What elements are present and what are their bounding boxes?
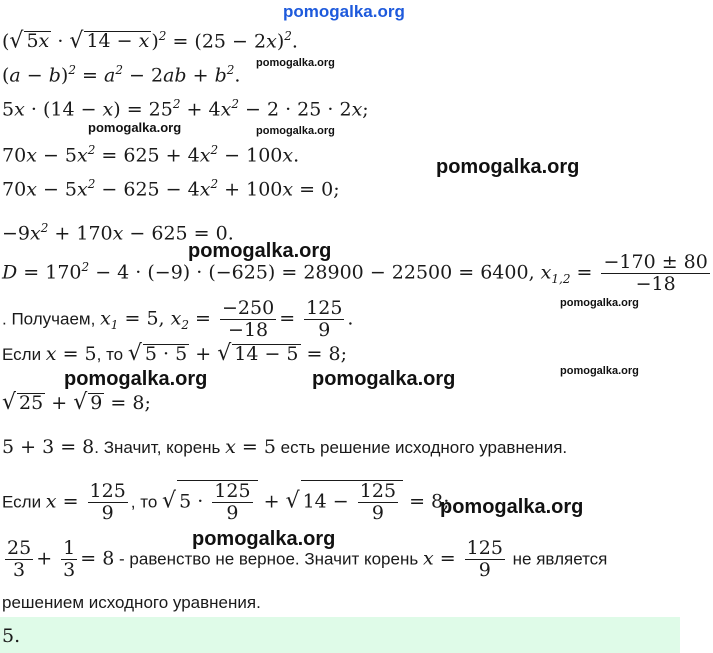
equation-line-6: $-9x^2 + 170x - 625 = 0$. [2, 221, 234, 245]
text-fragment: Если [2, 345, 46, 364]
equation-line-check-125-9: Если x = $\frac{125}{9}$ , то √ 5 · $\frac{125}{9}$ + √ 14 − $\frac{125}{9}$ = 8; [2, 480, 450, 524]
equation-line-conclusion-5: 5 + 3 = 8. Значит, корень x = 5 есть решение исходного уравнения. [2, 436, 568, 458]
equation-line-4: $70x - 5x^2 = 625 + 4x^2 - 100x$. [2, 143, 300, 167]
text-fragment: , то [130, 492, 163, 512]
text-line-final: решением исходного уравнения. [2, 593, 261, 612]
equation-line-conclusion-125-9: $\frac{25}{3}$ + $\frac{1}{3}$ = 8 - равенство не верное. Значит корень x = $\frac{125}{9}$ не является [7, 537, 608, 581]
watermark: pomogalka.org [436, 156, 580, 178]
equation-line-check-5: Если x = 5, то √ 5 · 5 + √ 14 − 5 = 8; [2, 341, 347, 366]
answer-box [0, 617, 680, 653]
watermark: pomogalka.org [560, 365, 639, 377]
watermark: pomogalka.org [256, 125, 335, 137]
watermark: pomogalka.org [560, 297, 639, 309]
text-fragment: , то [96, 345, 128, 364]
text-fragment: . Значит, корень [94, 438, 226, 457]
equation-line-5: $70x - 5x^2 - 625 - 4x^2 + 100x = 0$; [2, 177, 340, 201]
equation-line-check-5b: √ 25 + √ 9 = 8; [2, 390, 151, 415]
watermark: pomogalka.org [88, 120, 182, 135]
equation-line-discriminant: $D = 170^2 - 4 \cdot (-9) \cdot (-625) = 28900 - 22500 = 6400$, $x_{1,2}$ = $\frac{-170 \pm 80}{-18}$ [2, 251, 708, 295]
answer-value: 5. [2, 625, 21, 647]
equation-line-3: $5x \cdot (14 - x) = 25^2 + 4x^2 - 2 \cdot 25 \cdot 2x$; [2, 97, 369, 121]
watermark: pomogalka.org [188, 240, 332, 262]
text-fragment: есть решение исходного уравнения. [275, 438, 568, 457]
equation-line-roots: . Получаем, $x_1 = 5$, $x_2$ = $\frac{-250}{-18}$ = $\frac{125}{9}$ . [2, 297, 354, 341]
equation-line-2: $(a - b)^2 = a^2 - 2ab + b^2$. [2, 63, 241, 87]
equation-line-1: (√ 5x · √ 14 − x )$^2 = (25 - 2x)^2$. [2, 28, 298, 54]
text-fragment: Если [2, 492, 46, 512]
text-fragment: не является [507, 549, 608, 569]
watermark: pomogalka.org [440, 496, 584, 518]
watermark: pomogalka.org [312, 368, 456, 390]
text-fragment: - равенство не верное. Значит корень [114, 549, 423, 569]
text-fragment: . Получаем, [2, 309, 101, 329]
watermark: pomogalka.org [192, 528, 336, 550]
watermark: pomogalka.org [256, 57, 335, 69]
watermark: pomogalka.org [64, 368, 208, 390]
watermark-top: pomogalka.org [283, 2, 405, 21]
